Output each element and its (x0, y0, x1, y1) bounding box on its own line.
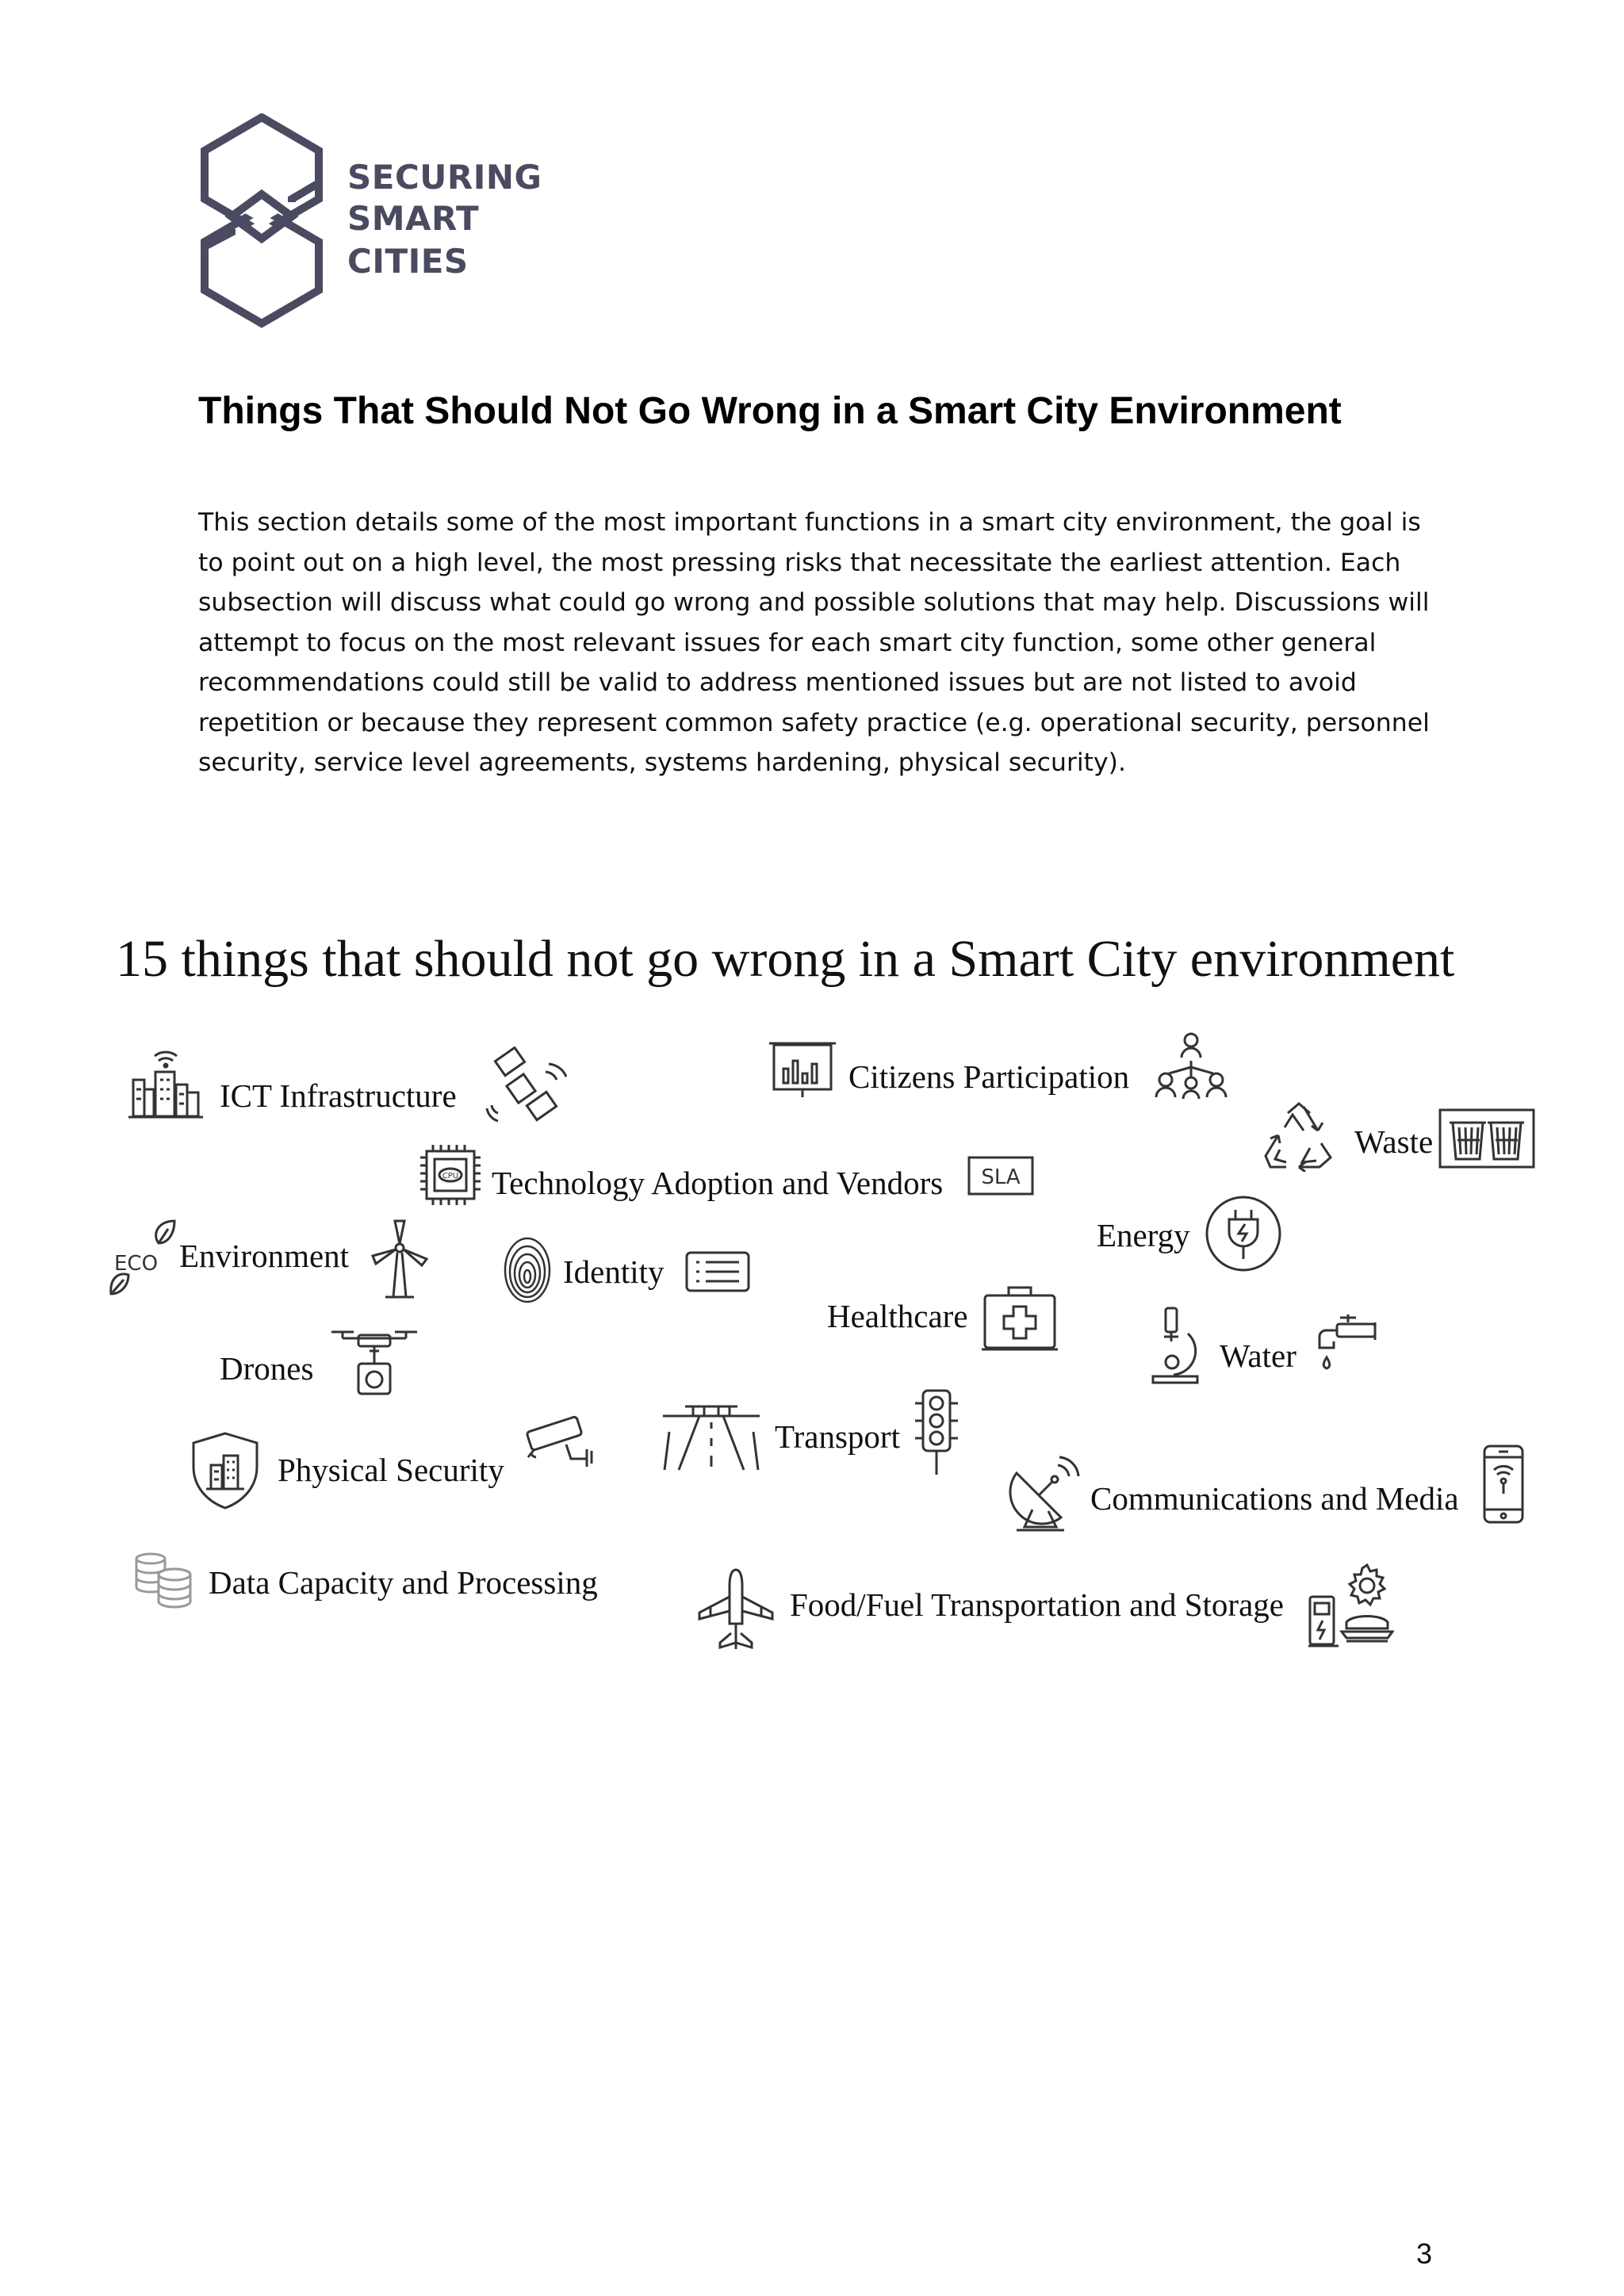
security-camera-icon (525, 1414, 598, 1478)
drone-icon (330, 1324, 419, 1400)
logo-text-line-3: CITIES (347, 242, 469, 281)
airplane-icon (696, 1567, 776, 1651)
eco-leaf-icon (108, 1219, 184, 1295)
label-transport: Transport (775, 1418, 900, 1455)
eco-badge-text: ECO (114, 1252, 159, 1276)
label-data-capacity-and-processing: Data Capacity and Processing (209, 1564, 598, 1601)
fuel-pump-icon (1307, 1562, 1394, 1651)
logo-emblem (198, 113, 325, 329)
people-network-icon (1153, 1031, 1229, 1107)
label-citizens-participation: Citizens Participation (848, 1058, 1130, 1095)
sla-badge-text: SLA (981, 1165, 1021, 1189)
presentation-icon (768, 1037, 837, 1100)
logo-text-line-2: SMART (347, 199, 480, 238)
label-ict-infrastructure: ICT Infrastructure (220, 1077, 457, 1114)
cpu-chip-icon (417, 1142, 484, 1208)
label-environment: Environment (179, 1238, 350, 1274)
securing-smart-cities-logo (198, 113, 542, 329)
infographic-title: 15 things that should not go wrong in a Smart City environment (116, 930, 1455, 988)
label-physical-security: Physical Security (278, 1452, 504, 1488)
first-aid-kit-icon (980, 1284, 1059, 1353)
wind-turbine-icon (370, 1218, 430, 1300)
cpu-badge-text: CPU (442, 1172, 459, 1181)
water-tap-icon (1316, 1311, 1380, 1384)
city-wifi-icon (127, 1048, 205, 1119)
microscope-icon (1148, 1305, 1201, 1384)
section-title: Things That Should Not Go Wrong in a Smart City Environment (198, 390, 1342, 432)
sla-badge (967, 1156, 1034, 1196)
section-intro: This section details some of the most important functions in a smart city environment, the goal is to point out on a high level, the most pressing risks that necessitate the earliest attention. Each subsection will discuss what could go wrong and possible solutions that may help. Discussions will attempt to focus on the most relevant issues for each smart city function, some other general recommendations could still be valid to address mentioned issues but are not listed to avoid repetition or because they represent common safety practice (e.g. operational security, personnel security, service level agreements, systems hardening, physical security). (198, 508, 1430, 777)
label-water: Water (1220, 1337, 1297, 1374)
label-drones: Drones (220, 1350, 314, 1387)
satellite-icon (481, 1047, 573, 1126)
satellite-dish-icon (1009, 1454, 1080, 1533)
highway-icon (661, 1399, 761, 1471)
page-number: 3 (1416, 2237, 1433, 2270)
fingerprint-icon (501, 1235, 553, 1305)
waste-bins-icon (1438, 1108, 1535, 1169)
logo-text-line-1: SECURING (347, 158, 542, 197)
shield-building-icon (190, 1430, 260, 1511)
power-plug-icon (1202, 1192, 1285, 1275)
id-list-icon (685, 1251, 750, 1292)
label-communications-and-media: Communications and Media (1090, 1480, 1459, 1517)
smartphone-icon (1483, 1445, 1524, 1524)
database-icon (133, 1551, 193, 1609)
recycle-icon (1262, 1099, 1335, 1172)
traffic-light-icon (912, 1387, 961, 1476)
infographic-15-things (0, 928, 1624, 1665)
label-energy: Energy (1097, 1217, 1190, 1253)
label-food-fuel-transportation-and-storage: Food/Fuel Transportation and Storage (790, 1586, 1284, 1623)
label-waste: Waste (1354, 1123, 1434, 1160)
label-healthcare: Healthcare (827, 1298, 968, 1334)
label-identity: Identity (563, 1253, 665, 1290)
label-technology-adoption-and-vendors: Technology Adoption and Vendors (492, 1165, 944, 1201)
